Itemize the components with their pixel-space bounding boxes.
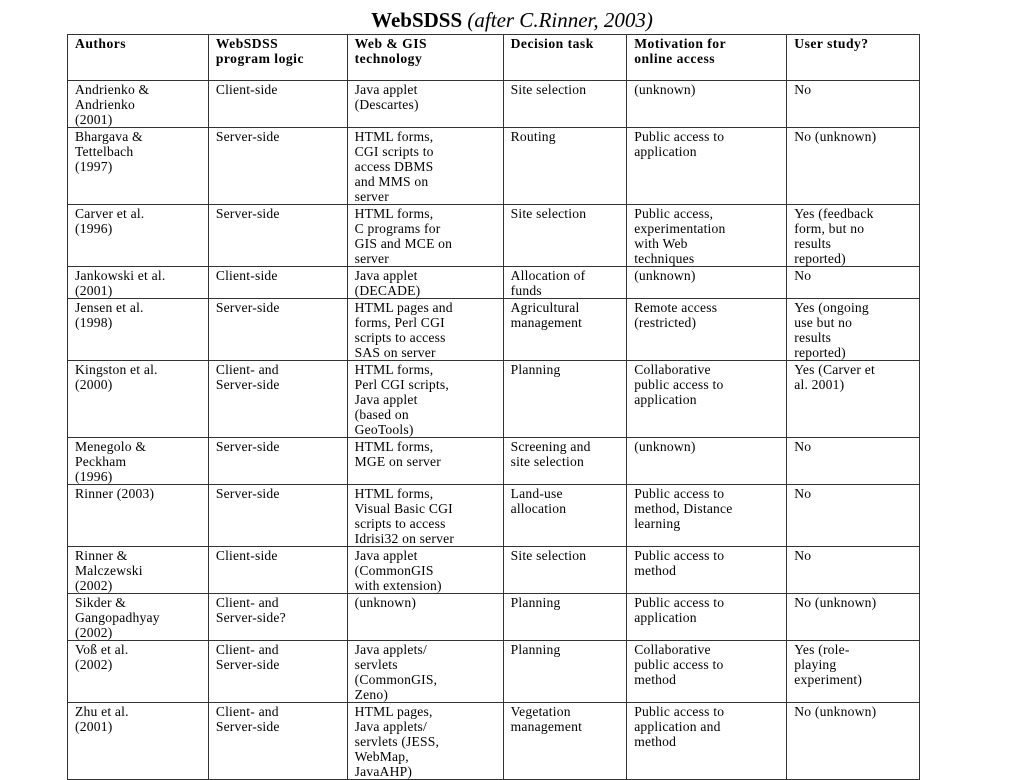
cell-text: No [794,439,812,454]
cell-text: Collaborative public access to application [634,362,724,407]
cell-text: Client-side [215,82,278,97]
authors-cell [68,267,209,299]
cell-text: Client- and Server-side? [215,595,286,625]
cell-text: Site selection [510,548,587,563]
cell-text: (unknown) [634,268,696,283]
cell-text: Remote access (restricted) [634,300,718,330]
motivation-cell [627,205,787,267]
cell-text: Java applet (CommonGIS with extension) [354,548,442,593]
program-logic-cell [208,81,347,128]
table-row [68,641,920,703]
cell-text: Client- and Server-side [215,362,280,392]
motivation-cell [627,485,787,547]
comparison-table [67,34,920,780]
decision-task-cell [503,361,627,438]
motivation-cell [627,299,787,361]
technology-cell [347,205,503,267]
cell-text: Yes (Carver et al. 2001) [794,362,875,392]
user-study-cell [787,594,920,641]
cell-text: Server-side [215,129,280,144]
table-row [68,361,920,438]
cell-text: Server-side [215,439,280,454]
cell-text: Yes (ongoing use but no results reported) [794,300,869,360]
user-study-cell [787,547,920,594]
program-logic-cell [208,438,347,485]
cell-text: Menegolo & Peckham (1996) [75,439,147,484]
authors-cell [68,703,209,780]
authors-cell [68,594,209,641]
cell-text: HTML pages and forms, Perl CGI scripts to access SAS on server [354,300,453,360]
cell-text: No [794,486,812,501]
header-label: WebSDSS program logic [215,36,304,66]
cell-text: Carver et al. (1996) [75,206,145,236]
decision-task-cell [503,81,627,128]
table-body [68,81,920,780]
cell-text: No (unknown) [794,129,877,144]
authors-cell [68,547,209,594]
table-header-row [68,35,920,81]
table-row [68,438,920,485]
cell-text: Site selection [510,82,587,97]
cell-text: Collaborative public access to method [634,642,724,687]
program-logic-cell [208,547,347,594]
motivation-cell [627,547,787,594]
cell-text: Kingston et al. (2000) [75,362,158,392]
cell-text: HTML pages, Java applets/ servlets (JESS, WebMap, JavaAHP) [354,704,440,779]
technology-cell [347,81,503,128]
table-row [68,205,920,267]
cell-text: Yes (feedback form, but no results reported) [794,206,874,266]
cell-text: Site selection [510,206,587,221]
technology-cell [347,361,503,438]
user-study-cell [787,299,920,361]
cell-text: Land-use allocation [510,486,567,516]
cell-text: Sikder & Gangopadhyay (2002) [75,595,160,640]
cell-text: (unknown) [354,595,417,610]
cell-text: Client- and Server-side [215,642,280,672]
program-logic-cell [208,299,347,361]
cell-text: Rinner & Malczewski (2002) [75,548,143,593]
cell-text: Server-side [215,486,280,501]
cell-text: Planning [510,362,561,377]
cell-text: Public access to method, Distance learning [634,486,733,531]
user-study-cell [787,641,920,703]
table-row [68,299,920,361]
authors-cell [68,81,209,128]
program-logic-cell [208,267,347,299]
decision-task-cell [503,703,627,780]
cell-text: Voß et al. (2002) [75,642,129,672]
cell-text: Planning [510,595,561,610]
technology-cell [347,547,503,594]
cell-text: Yes (role- playing experiment) [794,642,863,687]
technology-cell [347,299,503,361]
program-logic-cell [208,128,347,205]
cell-text: No [794,82,812,97]
authors-cell [68,641,209,703]
title-main: WebSDSS [371,8,463,32]
header-motivation [627,35,787,81]
program-logic-cell [208,703,347,780]
comparison-table-container [67,34,920,779]
decision-task-cell [503,267,627,299]
cell-text: Client- and Server-side [215,704,280,734]
cell-text: HTML forms, MGE on server [354,439,441,469]
header-program-logic [208,35,347,81]
motivation-cell [627,438,787,485]
decision-task-cell [503,641,627,703]
user-study-cell [787,267,920,299]
cell-text: Allocation of funds [510,268,586,298]
technology-cell [347,485,503,547]
decision-task-cell [503,128,627,205]
cell-text: Bhargava & Tettelbach (1997) [75,129,143,174]
table-row [68,81,920,128]
table-row [68,267,920,299]
decision-task-cell [503,299,627,361]
table-row [68,128,920,205]
cell-text: Zhu et al. (2001) [75,704,129,734]
header-label: Decision task [510,36,594,51]
cell-text: Server-side [215,300,280,315]
cell-text: Server-side [215,206,280,221]
cell-text: Public access, experimentation with Web techniques [634,206,726,266]
cell-text: Andrienko & Andrienko (2001) [75,82,150,127]
cell-text: Client-side [215,548,278,563]
motivation-cell [627,128,787,205]
cell-text: Rinner (2003) [75,486,155,501]
technology-cell [347,267,503,299]
decision-task-cell [503,438,627,485]
user-study-cell [787,485,920,547]
table-row [68,547,920,594]
decision-task-cell [503,485,627,547]
header-label: Motivation for online access [634,36,727,66]
cell-text: No [794,548,812,563]
table-row [68,485,920,547]
cell-text: Screening and site selection [510,439,591,469]
motivation-cell [627,81,787,128]
cell-text: (unknown) [634,82,696,97]
authors-cell [68,205,209,267]
technology-cell [347,594,503,641]
technology-cell [347,438,503,485]
authors-cell [68,438,209,485]
cell-text: (unknown) [634,439,696,454]
cell-text: Vegetation management [510,704,583,734]
technology-cell [347,703,503,780]
slide-title [0,6,1024,34]
header-technology [347,35,503,81]
user-study-cell [787,205,920,267]
user-study-cell [787,361,920,438]
cell-text: HTML forms, CGI scripts to access DBMS and MMS on server [354,129,434,204]
cell-text: Public access to application [634,129,725,159]
cell-text: HTML forms, C programs for GIS and MCE on server [354,206,453,266]
motivation-cell [627,641,787,703]
table-row [68,703,920,780]
cell-text: Public access to application [634,595,725,625]
header-user-study [787,35,920,81]
cell-text: No [794,268,812,283]
header-label: Authors [75,36,127,51]
cell-text: No (unknown) [794,595,877,610]
motivation-cell [627,703,787,780]
header-label: Web & GIS technology [354,36,428,66]
program-logic-cell [208,361,347,438]
cell-text: HTML forms, Perl CGI scripts, Java applet (based on GeoTools) [354,362,449,437]
header-authors [68,35,209,81]
program-logic-cell [208,485,347,547]
authors-cell [68,361,209,438]
authors-cell [68,485,209,547]
user-study-cell [787,703,920,780]
technology-cell [347,128,503,205]
user-study-cell [787,128,920,205]
authors-cell [68,299,209,361]
cell-text: HTML forms, Visual Basic CGI scripts to access Idrisi32 on server [354,486,455,546]
user-study-cell [787,438,920,485]
title-subtitle: (after C.Rinner, 2003) [467,8,653,32]
motivation-cell [627,594,787,641]
decision-task-cell [503,205,627,267]
program-logic-cell [208,594,347,641]
cell-text: Java applet (DECADE) [354,268,421,298]
authors-cell [68,128,209,205]
cell-text: Agricultural management [510,300,583,330]
cell-text: No (unknown) [794,704,877,719]
header-decision-task [503,35,627,81]
technology-cell [347,641,503,703]
cell-text: Jankowski et al. (2001) [75,268,166,298]
cell-text: Client-side [215,268,278,283]
header-label: User study? [794,36,869,51]
cell-text: Jensen et al. (1998) [75,300,144,330]
program-logic-cell [208,205,347,267]
cell-text: Java applets/ servlets (CommonGIS, Zeno) [354,642,438,702]
table-row [68,594,920,641]
decision-task-cell [503,547,627,594]
cell-text: Planning [510,642,561,657]
program-logic-cell [208,641,347,703]
cell-text: Public access to application and method [634,704,725,749]
cell-text: Public access to method [634,548,725,578]
motivation-cell [627,361,787,438]
user-study-cell [787,81,920,128]
cell-text: Java applet (Descartes) [354,82,419,112]
cell-text: Routing [510,129,556,144]
decision-task-cell [503,594,627,641]
motivation-cell [627,267,787,299]
